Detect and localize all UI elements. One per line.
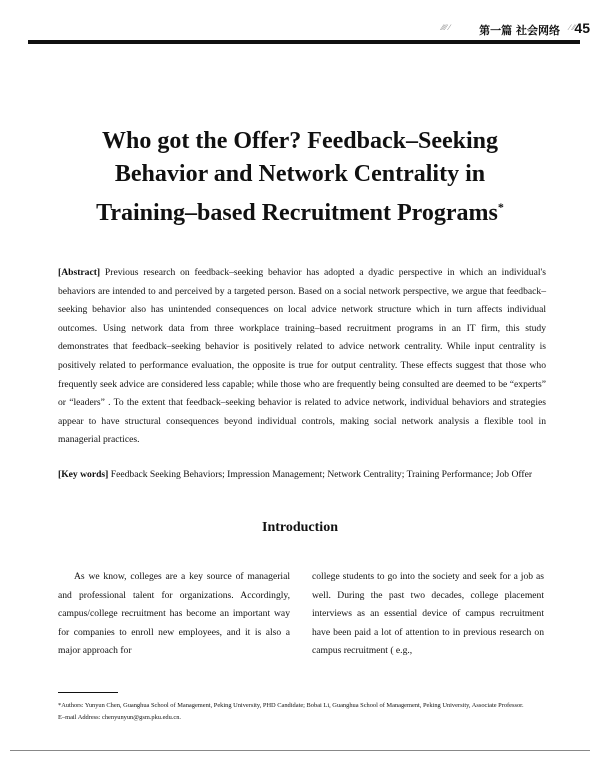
title-footnote-mark: * xyxy=(497,200,504,214)
footnote-rule xyxy=(58,692,118,693)
footnote-authors: *Authors: Yunyun Chen, Guanghua School of Management, Peking University, PHD Candidate; Bobai Li, Guanghua School of Management, Peking University, Associate Professor. xyxy=(58,702,524,709)
keywords-text: Feedback Seeking Behaviors; Impression Management; Network Centrality; Training Performance; Job Offer xyxy=(108,469,533,480)
header-rule xyxy=(28,40,580,44)
keywords xyxy=(58,466,546,485)
paper-title xyxy=(40,125,560,230)
running-title: 第一篇 社会网络 xyxy=(479,24,560,37)
title-line-1: Who got the Offer? Feedback–Seeking xyxy=(102,128,498,154)
footnote-email: E–mail Address: chenyunyun@gsm.pku.edu.cn. xyxy=(58,714,182,721)
abstract-text: Previous research on feedback–seeking behavior has adopted a dyadic perspective in which an individual's behaviors are intended to and perceived by a targeted person. Based on a social network perspective, we argue that feedback–seeking behavior also has unintended consequences on local advice network structure which in turn affects individual outcomes. Using network data from three workplace training–based recruitment programs in an IT firm, this study demonstrates that feedback–seeking behavior is positively related to advice network centrality. While input centrality is positively related to performance evaluation, the opposite is true for output centrality. These effects suggest that those who frequently seek advice are considered less capable; while those who are frequently being consulted are deemed to be “experts” or “leaders” . To the extent that feedback–seeking behavior is related to advice network, individual behaviors and strategies appear to have structural consequences beyond individual controls, making social network analysis a flexible tool in managerial practices. xyxy=(58,267,546,446)
decoration-left-icon: ⁄⁄⁄⁄ ⁄ xyxy=(441,23,450,32)
abstract-label: [Abstract] xyxy=(58,267,101,278)
section-heading-introduction: Introduction xyxy=(262,520,338,535)
abstract xyxy=(58,264,546,450)
keywords-label: [Key words] xyxy=(58,469,109,480)
footnote xyxy=(58,700,546,724)
page-bottom-rule xyxy=(10,750,590,751)
intro-column-left: As we know, colleges are a key source of managerial and professional talent for organizations. Accordingly, campus/college recruitment has become an important way for companies to enroll new employees, and it is also a major approach for xyxy=(58,571,290,657)
intro-column-right: college students to go into the society and seek for a job as well. During the past two decades, college placement interviews as an essential device of campus recruitment have been paid a lot of attention to in previous research on campus recruitment ( e.g., xyxy=(312,571,544,657)
title-line-3 xyxy=(40,191,560,230)
title-line-2: Behavior and Network Centrality in xyxy=(114,161,486,187)
page-number: 45 xyxy=(574,20,590,36)
decoration-right-icon: ⁄ ⁄⁄ xyxy=(568,23,575,32)
title-line-3-text: Training–based Recruitment Programs xyxy=(96,200,498,226)
